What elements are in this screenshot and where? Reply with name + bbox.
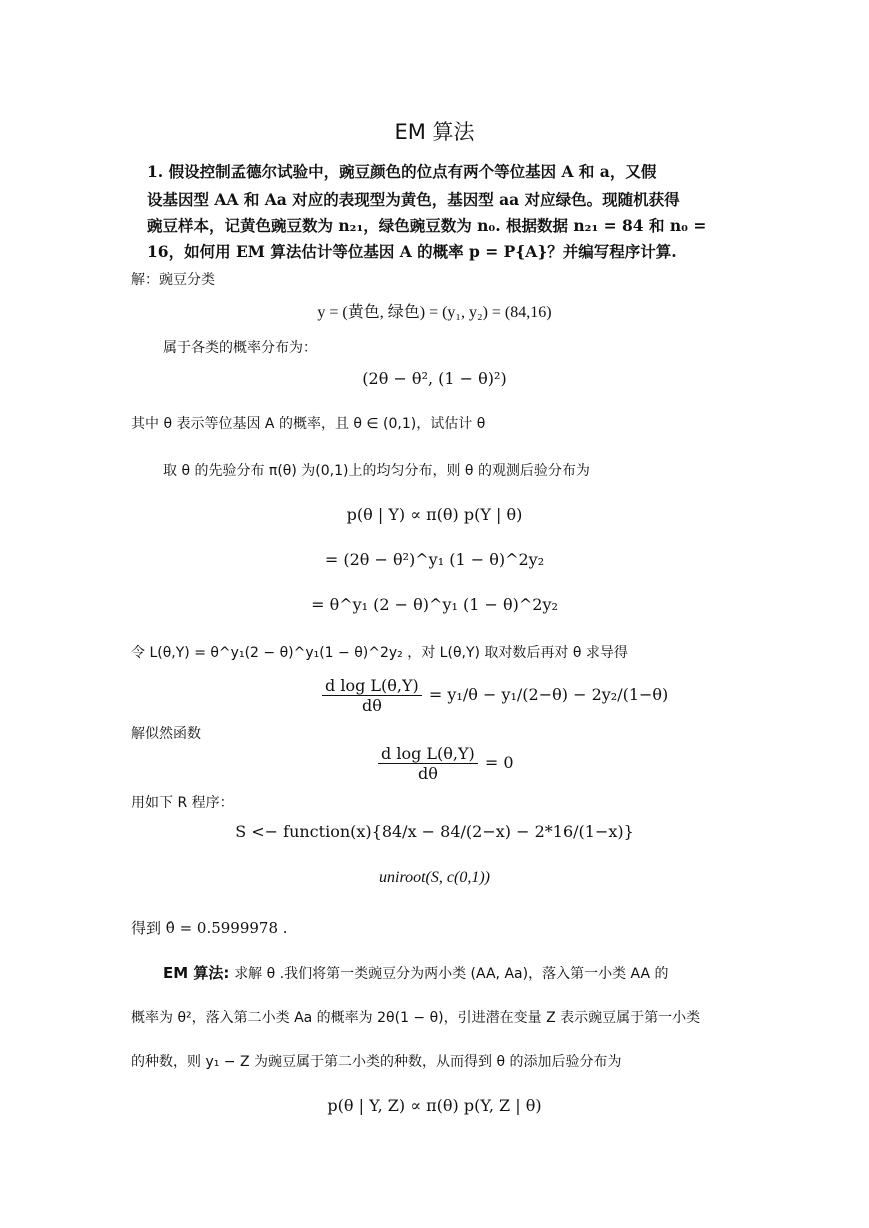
derivative-lhs — [322, 676, 422, 715]
prior-text: 取 θ 的先验分布 π(θ) 为(0,1)上的均匀分布，则 θ 的观测后验分布为 — [163, 463, 590, 479]
problem-line-1: 1. 假设控制孟德尔试验中，豌豆颜色的位点有两个等位基因 A 和 a，又假 — [147, 162, 657, 181]
solve-lhs-denominator: dθ — [417, 764, 438, 783]
r-code-line-1: S <− function(x){84/x − 84/(2−x) − 2*16/(1−x)} — [235, 822, 634, 841]
em-paragraph-line-2: 概率为 θ²，落入第二小类 Aa 的概率为 2θ(1 − θ)，引进潜在变量 Z 表示豌豆属于第一小类 — [131, 1010, 701, 1026]
problem-line-2: 设基因型 AA 和 Aa 对应的表现型为黄色，基因型 aa 对应绿色。现随机获得 — [147, 190, 680, 209]
likelihood-text: 令 L(θ,Y) = θ^y₁(2 − θ)^y₁(1 − θ)^2y₂ ，对 L(θ,Y) 取对数后再对 θ 求导得 — [131, 645, 628, 661]
problem-line-3: 豌豆样本，记黄色豌豆数为 n₂₁，绿色豌豆数为 n₀. 根据数据 n₂₁ = 84 和 n₀ = — [147, 216, 707, 235]
derivative-lhs-denominator: dθ — [361, 696, 382, 715]
equation-augmented-posterior: p(θ | Y, Z) ∝ π(θ) p(Y, Z | θ) — [327, 1096, 542, 1115]
equation-dist: (2θ − θ², (1 − θ)²) — [362, 369, 507, 388]
derivative-rhs: = y₁/θ − y₁/(2−θ) − 2y₂/(1−θ) — [428, 685, 669, 704]
equation-derivative — [320, 676, 668, 715]
em-line-1-text: 求解 θ .我们将第一类豌豆分为两小类 (AA, Aa)，落入第一小类 AA 的 — [234, 966, 669, 982]
solve-lhs-numerator: d log L(θ,Y) — [378, 744, 478, 764]
em-paragraph-line-3: 的种数，则 y₁ − Z 为豌豆属于第二小类的种数，从而得到 θ 的添加后验分布为 — [131, 1054, 622, 1070]
solve-text: 解似然函数 — [131, 726, 201, 742]
derivative-lhs-numerator: d log L(θ,Y) — [322, 676, 422, 696]
prob-dist-text: 属于各类的概率分布为： — [163, 340, 317, 356]
equation-solve — [376, 744, 514, 783]
solve-lhs — [378, 744, 478, 783]
equation-posterior-3: = θ^y₁ (2 − θ)^y₁ (1 − θ)^2y₂ — [311, 595, 558, 614]
page-title: EM 算法 — [394, 120, 475, 144]
problem-line-4: 16，如何用 EM 算法估计等位基因 A 的概率 p = P{A}？并编写程序计算. — [147, 242, 677, 261]
solution-intro: 解：豌豆分类 — [131, 272, 215, 288]
result-line: 得到 θ̂ = 0.5999978 . — [131, 919, 288, 937]
equation-posterior-2: = (2θ − θ²)^y₁ (1 − θ)^2y₂ — [324, 550, 545, 569]
em-paragraph-line-1 — [163, 962, 669, 983]
em-heading: EM 算法: — [163, 964, 230, 982]
solve-rhs: = 0 — [484, 753, 514, 772]
equation-posterior-1: p(θ | Y) ∝ π(θ) p(Y | θ) — [346, 505, 523, 524]
theta-definition: 其中 θ 表示等位基因 A 的概率，且 θ ∈ (0,1)，试估计 θ — [131, 416, 486, 432]
r-text: 用如下 R 程序： — [131, 795, 234, 811]
r-code-line-2: uniroot(S, c(0,1)) — [379, 869, 490, 886]
equation-y: y = (黄色, 绿色) = (y₁, y₂) = (84,16) — [317, 304, 552, 321]
